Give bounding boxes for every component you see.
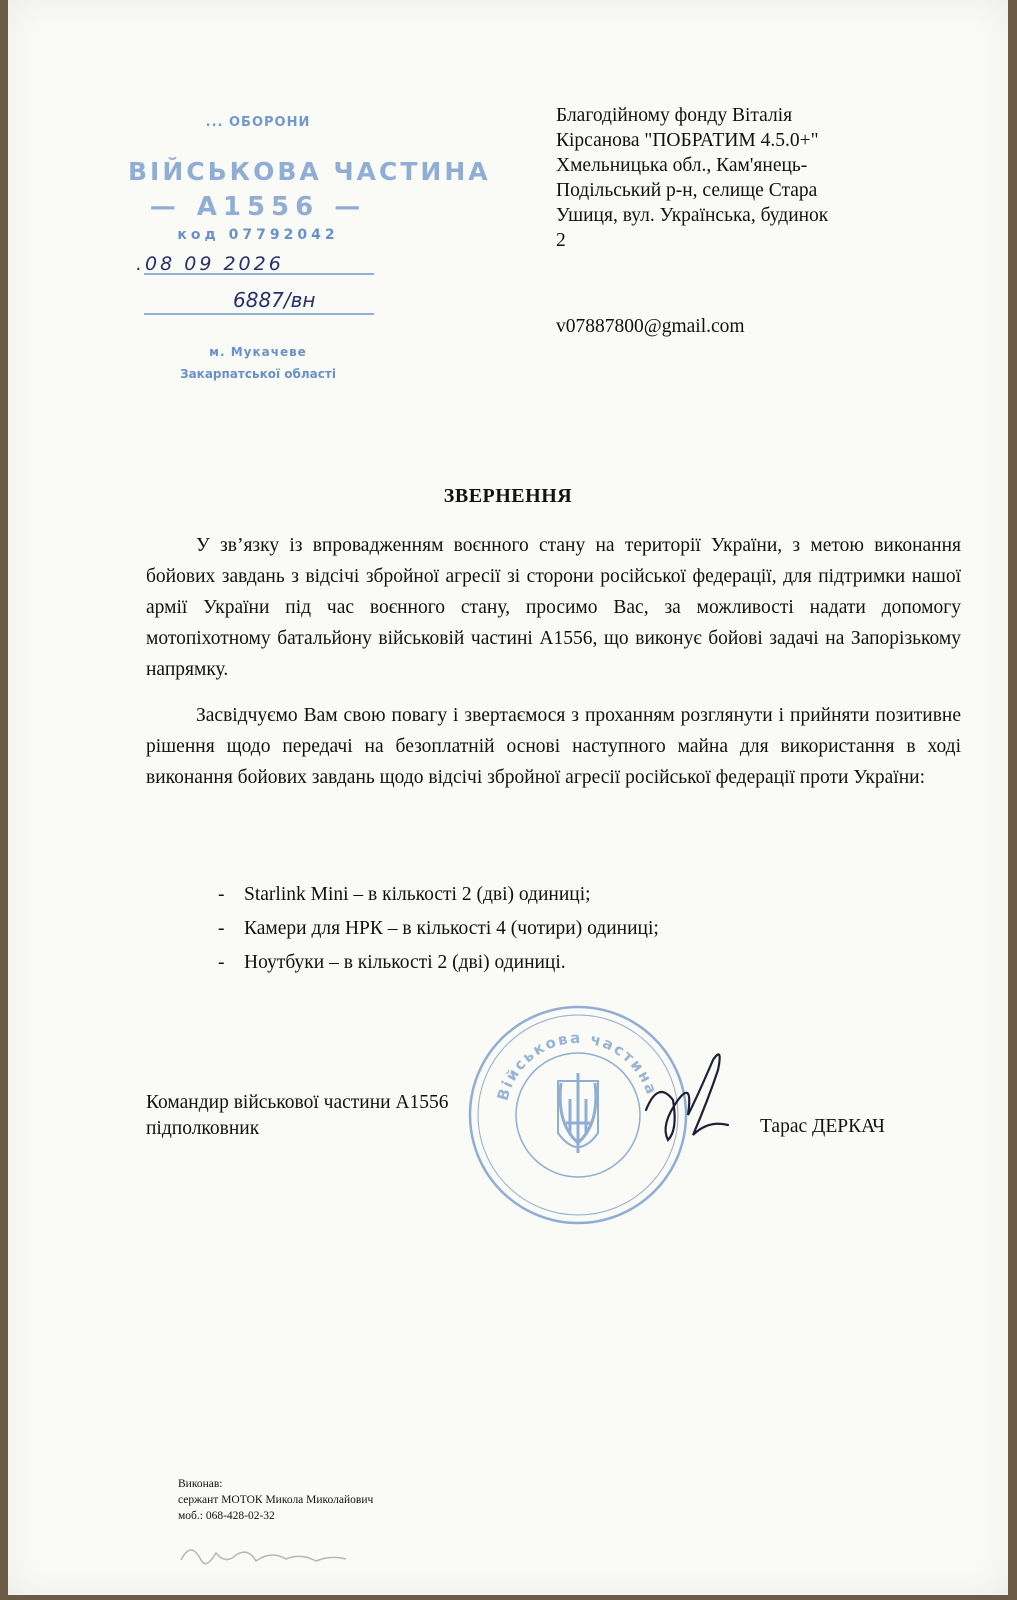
list-item [218, 878, 659, 912]
list-item-text: Камери для НРК – в кількості 4 (чотири) одиниці; [244, 918, 659, 939]
stamp-region: Закарпатської області [180, 367, 336, 381]
registration-stamp [128, 55, 491, 381]
commander-name: Тарас ДЕРКАЧ [760, 1116, 885, 1137]
letter-page [8, 0, 1008, 1595]
executor-info: Виконав: сержант МОТОК Микола Миколайович моб.: 068-428-02-32 [178, 1478, 374, 1522]
addressee-block: Благодійному фонду Віталія Кірсанова "ПОБРАТИМ 4.5.0+" Хмельницька обл., Кам'янець- Подільський р-н, селище Стара Ушиця, вул. Українська, будинок 2 [556, 105, 829, 251]
body-paragraph-1: У зв’язку із впровадженням воєнного стану на території України, з метою виконання бойових завдань з відсічі збройної агресії зі сторони російської федерації, для підтримки нашої армії України під час воєнного стану, просимо Вас, за можливості надати допомогу мотопіхотному батальйону військовій частині А1556, що виконує бойові задачі на Запорізькому напрямку. [146, 535, 961, 680]
list-item [218, 946, 659, 980]
stamp-line [144, 313, 374, 315]
stamp-city: м. Мукачеве [209, 345, 307, 359]
list-item [218, 912, 659, 946]
body-paragraph-2: Засвідчуємо Вам свою повагу і звертаємося з проханням розглянути і прийняти позитивне рішення щодо передачі на безоплатній основі наступного майна для використання в ході виконання бойових завдань щодо відсічі збройної агресії російської федерації проти України: [146, 705, 961, 788]
requested-items-list [218, 878, 659, 980]
stamp-arc-text: Військова частина [493, 1028, 662, 1103]
executor-handwriting [176, 1535, 356, 1575]
bullet-dash: - [218, 884, 225, 905]
bullet-dash: - [218, 952, 225, 973]
commander-position: Командир військової частини А1556 підполковник [146, 1092, 449, 1139]
list-item-text: Starlink Mini – в кількості 2 (дві) одиниці; [244, 884, 591, 905]
addressee-email: v07887800@gmail.com [556, 316, 745, 337]
stamp-unit-line: ВІЙСЬКОВА ЧАСТИНА [128, 157, 491, 186]
bullet-dash: - [218, 918, 225, 939]
stamp-ministry-line: ... ОБОРОНИ [205, 115, 311, 130]
stamp-date: .08 09 2026 [136, 253, 284, 275]
document-title: ЗВЕРНЕННЯ [443, 485, 573, 507]
handwritten-signature [638, 1040, 748, 1150]
stamp-unit-number: — А1556 — [149, 192, 367, 222]
stamp-code: код 07792042 [177, 227, 339, 243]
list-item-text: Ноутбуки – в кількості 2 (дві) одиниці. [244, 952, 566, 973]
stamp-number: 6887/вн [233, 288, 316, 312]
